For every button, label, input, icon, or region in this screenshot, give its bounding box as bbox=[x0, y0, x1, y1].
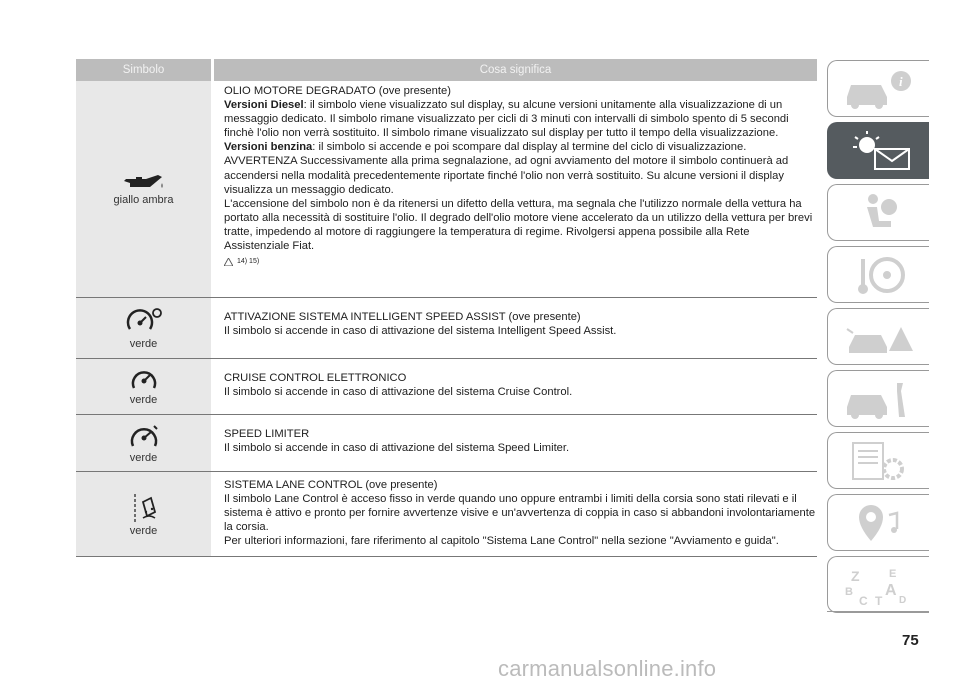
tab-warning-lights[interactable] bbox=[827, 122, 929, 179]
description-cell bbox=[214, 81, 817, 297]
table-row bbox=[76, 472, 817, 557]
extra-text: L'accensione del simbolo non è da ritenersi un difetto della vettura, ma segnala che l'utilizzo normale della vettura ha portato alla necessità di sostituire l'olio. Il degrado dell'olio motore viene accelerato da un utilizzo della vettura per brevi tratte, impedendo al motore di raggiungere la temperatura di regime. Rivolgersi appena possibile alla Rete Assistenziale Fiat. bbox=[224, 197, 813, 253]
row-title: ATTIVAZIONE SISTEMA INTELLIGENT SPEED ASSIST (ove presente) bbox=[224, 311, 581, 323]
row-title: OLIO MOTORE DEGRADATO (ove presente) bbox=[224, 85, 451, 97]
chapter-tabs bbox=[827, 60, 929, 618]
svg-text:C: C bbox=[858, 593, 868, 607]
symbol-color: verde bbox=[129, 524, 158, 537]
table-header bbox=[76, 59, 817, 81]
table-row bbox=[76, 81, 817, 298]
symbol-cell bbox=[76, 472, 211, 556]
reference-numbers: 14) 15) bbox=[237, 258, 260, 266]
table-row bbox=[76, 359, 817, 415]
lane-control-icon bbox=[129, 492, 159, 524]
references bbox=[224, 255, 817, 269]
description-cell bbox=[214, 359, 817, 414]
symbol-color: verde bbox=[129, 337, 158, 350]
svg-text:D: D bbox=[898, 594, 906, 606]
car-maintenance-icon bbox=[839, 377, 919, 421]
svg-text:T: T bbox=[874, 593, 882, 607]
multimedia-icon bbox=[839, 501, 919, 545]
table-row bbox=[76, 415, 817, 472]
symbol-cell bbox=[76, 298, 211, 358]
car-crash-icon bbox=[839, 315, 919, 359]
key-steering-wheel-icon bbox=[839, 253, 919, 297]
warning-triangle-icon bbox=[224, 258, 233, 266]
row-text-2: Per ulteriori informazioni, fare riferimento al capitolo "Sistema Lane Control" nella sezione "Avviamento e guida". bbox=[224, 535, 779, 548]
tab-car-info[interactable] bbox=[827, 60, 929, 117]
cruise-control-icon bbox=[127, 367, 161, 393]
description-cell bbox=[214, 298, 817, 358]
header-symbol: Simbolo bbox=[76, 59, 211, 81]
row-text: Il simbolo Lane Control è acceso fisso in verde quando uno oppure entrambi i limiti della corsia sono stati rilevati e il sistema è attivo e pronto per fornire avvertenze visive e un'avvertenza di coppia in caso si abbandoni involontariamente la corsia. bbox=[224, 493, 816, 534]
description-cell bbox=[214, 472, 817, 556]
page-number: 75 bbox=[902, 632, 919, 649]
petrol-text: : il simbolo si accende e poi scompare dal display al termine del ciclo di visualizzazione. bbox=[312, 141, 747, 154]
petrol-label: Versioni benzina bbox=[224, 141, 313, 154]
symbol-cell bbox=[76, 415, 211, 471]
tab-multimedia[interactable] bbox=[827, 494, 929, 551]
oil-can-icon bbox=[122, 173, 166, 193]
tab-technical-data[interactable] bbox=[827, 432, 929, 489]
warning-light-message-icon bbox=[839, 129, 919, 173]
watermark: carmanualsonline.info bbox=[498, 656, 717, 681]
tab-emergency[interactable] bbox=[827, 308, 929, 365]
symbol-cell bbox=[76, 359, 211, 414]
tab-starting-driving[interactable] bbox=[827, 246, 929, 303]
symbol-color: verde bbox=[129, 394, 158, 406]
row-title: SISTEMA LANE CONTROL (ove presente) bbox=[224, 479, 438, 491]
row-text: Il simbolo si accende in caso di attivazione del sistema Cruise Control. bbox=[224, 386, 573, 399]
row-title: SPEED LIMITER bbox=[224, 428, 310, 440]
car-info-icon bbox=[839, 67, 919, 111]
svg-text:B: B bbox=[844, 585, 853, 598]
index-letters-icon bbox=[839, 563, 919, 607]
symbols-table bbox=[76, 59, 817, 557]
speed-limiter-icon bbox=[126, 423, 162, 451]
diesel-text: : il simbolo viene visualizzato sul display, su alcune versioni unitamente alla visualizzazione di un messaggio dedicato. Il simbolo rimane visualizzato per cicli di 3 minuti con intervalli di simbolo spento di 5 secondi finchè l'olio non verrà sostituito. Il simbolo rimane visualizzato sul display per tutto il tempo della visualizzazione. bbox=[224, 99, 789, 140]
seat-airbag-icon bbox=[839, 191, 919, 235]
warning-text: AVVERTENZA Successivamente alla prima segnalazione, ad ogni avviamento del motore il simbolo continuerà ad accendersi nella modalità precedentemente riportate finché l'olio non verrà sostituito. Su alcune versioni il display visualizza un messaggio dedicato. bbox=[224, 155, 789, 196]
symbol-cell bbox=[76, 81, 211, 297]
table-row bbox=[76, 298, 817, 359]
description-cell bbox=[214, 415, 817, 471]
tab-safety[interactable] bbox=[827, 184, 929, 241]
row-title: CRUISE CONTROL ELETTRONICO bbox=[224, 372, 407, 384]
row-text: Il simbolo si accende in caso di attivazione del sistema Intelligent Speed Assist. bbox=[224, 325, 617, 338]
intelligent-speed-assist-icon bbox=[124, 307, 164, 337]
row-text: Il simbolo si accende in caso di attivazione del sistema Speed Limiter. bbox=[224, 442, 570, 455]
svg-text:A: A bbox=[884, 581, 897, 599]
svg-text:Z: Z bbox=[850, 567, 860, 584]
specs-gear-icon bbox=[839, 439, 919, 483]
svg-text:E: E bbox=[888, 567, 896, 580]
tab-index[interactable] bbox=[827, 556, 929, 613]
symbol-color: verde bbox=[129, 451, 158, 464]
tab-maintenance[interactable] bbox=[827, 370, 929, 427]
symbol-color: giallo ambra bbox=[113, 193, 174, 206]
header-meaning: Cosa significa bbox=[214, 59, 817, 81]
diesel-label: Versioni Diesel bbox=[224, 99, 304, 112]
svg-text:i: i bbox=[898, 73, 903, 89]
